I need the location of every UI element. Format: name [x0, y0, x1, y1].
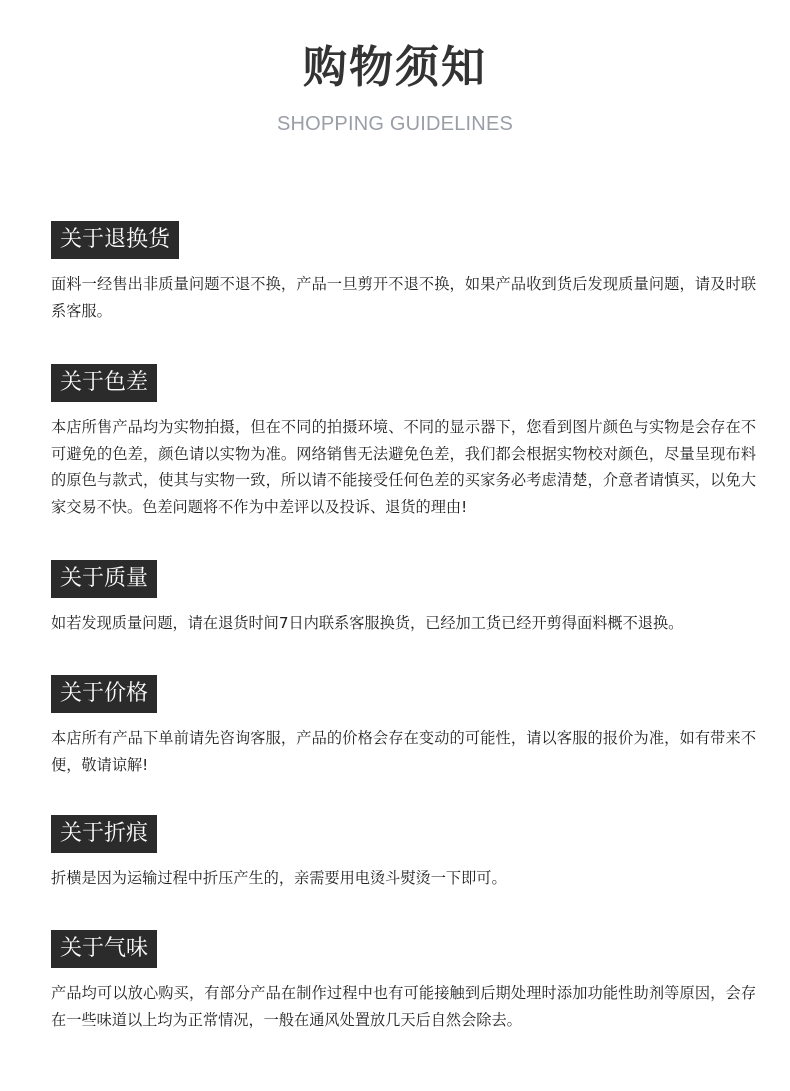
section-heading: 关于退换货	[51, 221, 179, 259]
section-price	[51, 675, 756, 778]
section-body: 面料一经售出非质量问题不退不换，产品一旦剪开不退不换，如果产品收到货后发现质量问题，请及时联系客服。	[51, 275, 756, 320]
section-body: 本店所有产品下单前请先咨询客服，产品的价格会存在变动的可能性，请以客服的报价为准，如有带来不便，敬请谅解!	[51, 729, 756, 774]
section-body: 本店所售产品均为实物拍摄，但在不同的拍摄环境、不同的显示器下，您看到图片颜色与实物是会存在不可避免的色差，颜色请以实物为准。网络销售无法避免色差，我们都会根据实物校对颜色，尽量呈现布料的原色与款式，使其与实物一致，所以请不能接受任何色差的买家务必考虑清楚，介意者请慎买，以免大家交易不快。色差问题将不作为中差评以及投诉、退货的理由!	[51, 418, 756, 516]
section-heading: 关于气味	[51, 930, 157, 968]
section-heading: 关于折痕	[51, 815, 157, 853]
section-body: 如若发现质量问题，请在退货时间7日内联系客服换货，已经加工货已经开剪得面料概不退换。	[51, 614, 684, 632]
page-title: 购物须知	[303, 42, 487, 93]
section-heading: 关于质量	[51, 560, 157, 598]
section-body: 产品均可以放心购买，有部分产品在制作过程中也有可能接触到后期处理时添加功能性助剂等原因，会存在一些味道以上均为正常情况，一般在通风处置放几天后自然会除去。	[51, 984, 756, 1029]
section-color-difference	[51, 364, 756, 520]
section-odor	[51, 930, 756, 1033]
section-return-exchange	[51, 221, 756, 324]
section-quality	[51, 560, 756, 637]
page-subtitle: SHOPPING GUIDELINES	[276, 113, 514, 135]
section-creases	[51, 815, 756, 892]
section-body: 折横是因为运输过程中折压产生的，亲需要用电烫斗熨烫一下即可。	[51, 869, 507, 887]
section-heading: 关于色差	[51, 364, 157, 402]
section-heading: 关于价格	[51, 675, 157, 713]
